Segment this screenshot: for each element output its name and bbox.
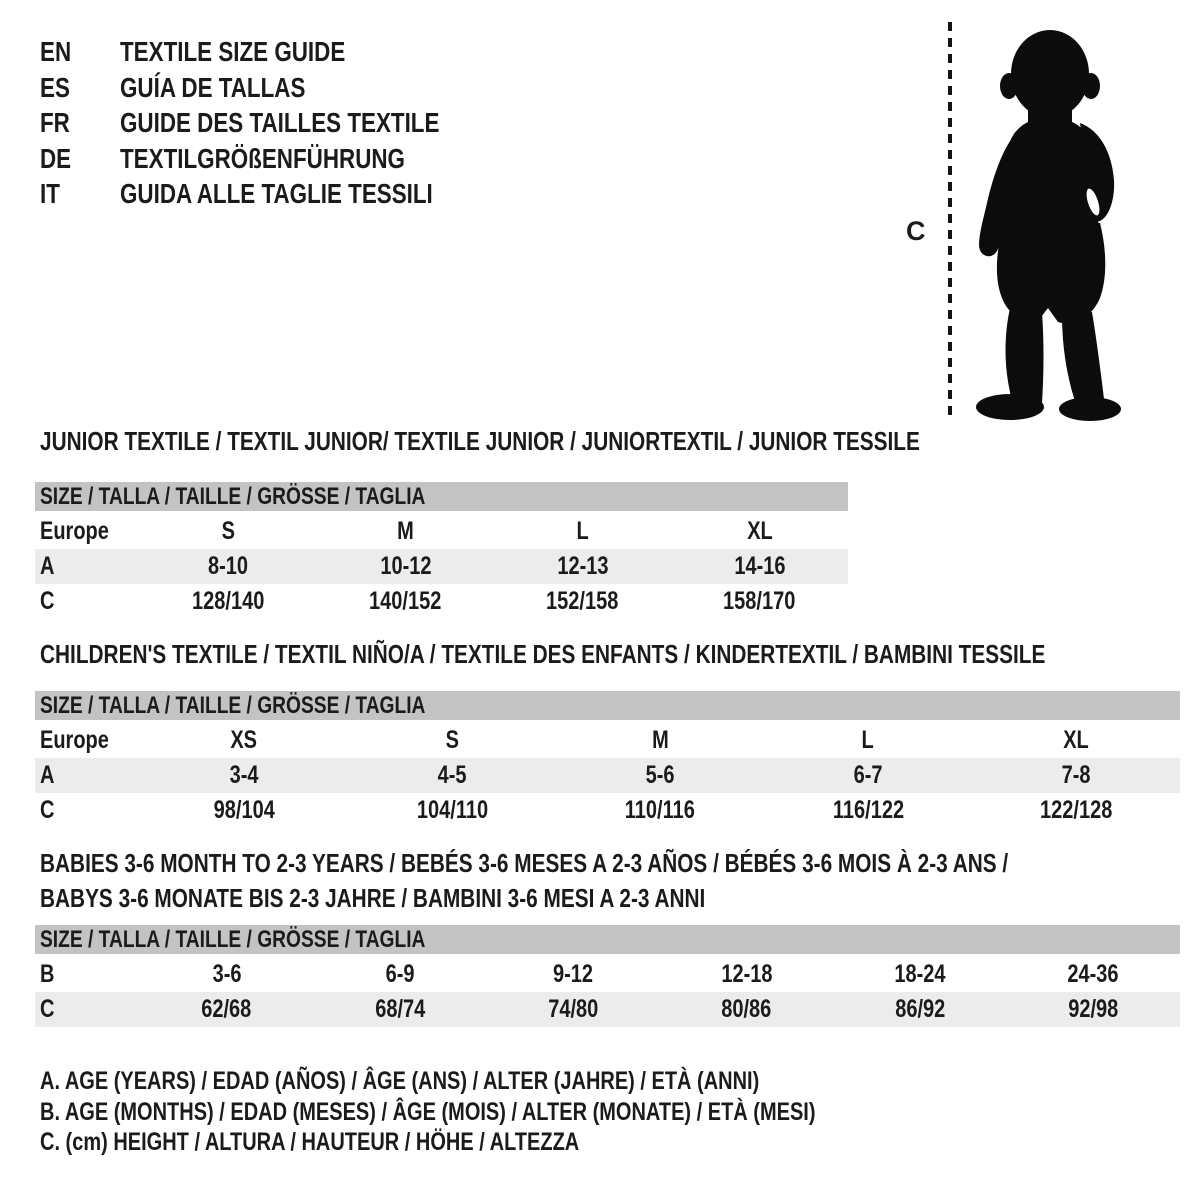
section-title: BABIES 3-6 MONTH TO 2-3 YEARS / BEBÉS 3-6 MESES A 2-3 AÑOS / BÉBÉS 3-6 MOIS À 2-3 ANS / BABYS 3-6 MONATE BIS 2-3 JAHRE / BAMBINI 3-6 MESI A 2-3 ANNI	[40, 848, 1009, 913]
measurement-legend	[40, 1066, 1009, 1158]
cell: 6-7	[764, 758, 972, 793]
cell: L	[576, 517, 589, 545]
section-title: CHILDREN'S TEXTILE / TEXTIL NIÑO/A / TEXTILE DES ENFANTS / KINDERTEXTIL / BAMBINI TESSILE	[40, 639, 1046, 669]
row-label: B	[40, 960, 55, 988]
legend-line-c: C. (cm) HEIGHT / ALTURA / HAUTEUR / HÖHE / ALTEZZA	[40, 1128, 580, 1156]
cell: 12-13	[494, 549, 671, 584]
lang-row-fr	[40, 105, 519, 141]
table-row-europe	[35, 513, 848, 550]
lang-row-de	[40, 141, 519, 177]
cell: M	[651, 726, 669, 754]
row-label: Europe	[40, 517, 109, 545]
size-table-junior	[35, 482, 848, 619]
table-row-height	[35, 584, 848, 619]
cell: M	[397, 517, 414, 545]
lang-title: TEXTILE SIZE GUIDE	[120, 36, 346, 67]
table-row-age	[35, 549, 848, 584]
lang-code: DE	[40, 142, 72, 174]
language-title-block	[40, 34, 519, 212]
cell: 140/152	[369, 587, 442, 615]
row-label: A	[35, 758, 140, 793]
cell: 68/74	[313, 992, 486, 1027]
table-row-age-months	[35, 956, 1180, 993]
cell: 9-12	[553, 960, 594, 988]
cell: 92/98	[1007, 992, 1180, 1027]
lang-code: IT	[40, 178, 60, 209]
size-table-babies	[35, 925, 1180, 1027]
cell: 6-9	[385, 960, 415, 988]
cell: 12-18	[721, 960, 773, 988]
section-junior	[35, 426, 920, 619]
cell: 116/122	[832, 796, 904, 824]
size-header-bar: SIZE / TALLA / TAILLE / GRÖSSE / TAGLIA	[35, 925, 1180, 956]
section-babies	[35, 846, 1180, 1027]
cell: 18-24	[894, 960, 946, 988]
size-table-children	[35, 691, 1180, 828]
table-row-height	[35, 793, 1180, 828]
cell: 158/170	[723, 587, 796, 615]
toddler-silhouette-icon	[962, 20, 1138, 422]
cell: S	[221, 517, 236, 545]
cell: XS	[230, 726, 258, 754]
cell: 7-8	[972, 758, 1180, 793]
cell: 98/104	[213, 796, 275, 824]
cell: 86/92	[833, 992, 1006, 1027]
lang-title: GUIDA ALLE TAGLIE TESSILI	[120, 178, 433, 209]
cell: XL	[1063, 726, 1089, 754]
row-label: C	[35, 992, 140, 1027]
row-label: C	[40, 796, 55, 824]
cell: 10-12	[317, 549, 494, 584]
table-row-europe	[35, 722, 1180, 759]
height-measure-dashed-line	[948, 22, 952, 418]
cell: 104/110	[416, 796, 488, 824]
cell: 4-5	[348, 758, 556, 793]
cell: 110/116	[624, 796, 696, 824]
cell: 128/140	[192, 587, 265, 615]
size-header-bar: SIZE / TALLA / TAILLE / GRÖSSE / TAGLIA	[35, 482, 848, 513]
table-row-height	[35, 992, 1180, 1027]
cell: L	[861, 726, 875, 754]
cell: 74/80	[487, 992, 660, 1027]
row-label: C	[40, 587, 55, 615]
lang-code: FR	[40, 107, 70, 138]
lang-code: ES	[40, 71, 70, 103]
cell: 122/128	[1039, 796, 1113, 824]
cell: 152/158	[546, 587, 619, 615]
cell: 3-4	[140, 758, 348, 793]
legend-line-a: A. AGE (YEARS) / EDAD (AÑOS) / ÂGE (ANS) / ALTER (JAHRE) / ETÀ (ANNI)	[40, 1067, 760, 1095]
cell: 80/86	[660, 992, 833, 1027]
size-header-bar: SIZE / TALLA / TAILLE / GRÖSSE / TAGLIA	[35, 691, 1180, 722]
lang-title: GUÍA DE TALLAS	[120, 71, 306, 103]
lang-row-it	[40, 176, 519, 212]
cell: 24-36	[1067, 960, 1119, 988]
section-children	[35, 641, 1180, 828]
cell: 3-6	[212, 960, 242, 988]
lang-row-en	[40, 34, 519, 70]
cell: 5-6	[556, 758, 764, 793]
cell: S	[445, 726, 459, 754]
table-row-age	[35, 758, 1180, 793]
lang-title: GUIDE DES TAILLES TEXTILE	[120, 107, 440, 138]
row-label: A	[35, 549, 140, 584]
section-title: JUNIOR TEXTILE / TEXTIL JUNIOR/ TEXTILE JUNIOR / JUNIORTEXTIL / JUNIOR TESSILE	[40, 426, 920, 456]
cell: 62/68	[140, 992, 313, 1027]
lang-code: EN	[40, 36, 72, 67]
legend-line-b: B. AGE (MONTHS) / EDAD (MESES) / ÂGE (MOIS) / ALTER (MONATE) / ETÀ (MESI)	[40, 1097, 816, 1126]
cell: 8-10	[140, 549, 317, 584]
lang-row-es	[40, 70, 519, 106]
cell: 14-16	[671, 549, 848, 584]
height-measure-label: C	[906, 216, 926, 246]
row-label: Europe	[40, 726, 109, 754]
lang-title: TEXTILGRÖßENFÜHRUNG	[120, 142, 405, 174]
cell: XL	[746, 517, 773, 545]
